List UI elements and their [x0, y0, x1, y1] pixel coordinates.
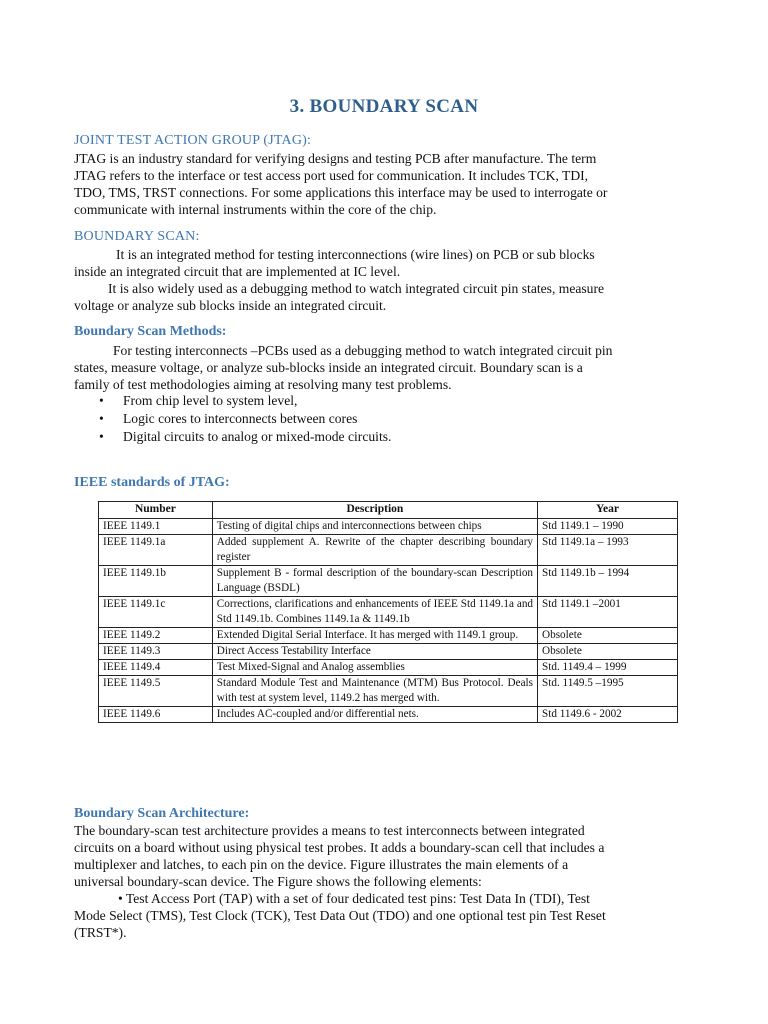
architecture-line: universal boundary-scan device. The Figure shows the following elements: [74, 874, 482, 889]
bullet-icon: • [99, 429, 104, 444]
cell-year: Std. 1149.4 – 1999 [538, 660, 678, 676]
boundary-scan-line: inside an integrated circuit that are implemented at IC level. [74, 264, 401, 279]
cell-year: Std. 1149.5 –1995 [538, 676, 678, 707]
table-row [99, 597, 678, 628]
cell-description: Includes AC-coupled and/or differential nets. [212, 707, 537, 723]
cell-year: Std 1149.1b – 1994 [538, 566, 678, 597]
architecture-paragraph [74, 822, 698, 941]
page-title: 3. BOUNDARY SCAN [289, 96, 479, 117]
methods-line: family of test methodologies aiming at resolving many test problems. [74, 377, 452, 392]
jtag-line: communicate with internal instruments within the core of the chip. [74, 202, 437, 217]
boundary-scan-line: It is also widely used as a debugging method to watch integrated circuit pin states, measure [108, 281, 605, 296]
cell-number: IEEE 1149.5 [99, 676, 213, 707]
cell-number: IEEE 1149.3 [99, 644, 213, 660]
column-header-number: Number [99, 502, 213, 519]
bullet-icon: • [99, 393, 104, 408]
architecture-line: (TRST*). [74, 925, 127, 940]
architecture-line: The boundary-scan test architecture provides a means to test interconnects between integrated [74, 823, 585, 838]
cell-year: Std 1149.1 – 1990 [538, 519, 678, 535]
cell-description: Direct Access Testability Interface [212, 644, 537, 660]
boundary-scan-line: voltage or analyze sub blocks inside an integrated circuit. [74, 298, 387, 313]
methods-line: states, measure voltage, or analyze sub-blocks inside an integrated circuit. Boundary scan is a [74, 360, 583, 375]
column-header-description: Description [212, 502, 537, 519]
table-header-row [99, 502, 678, 519]
cell-description: Testing of digital chips and interconnections between chips [212, 519, 537, 535]
ieee-standards-table [98, 501, 678, 723]
methods-heading: Boundary Scan Methods: [74, 324, 227, 339]
cell-description: Added supplement A. Rewrite of the chapter describing boundary register [212, 535, 537, 566]
column-header-year: Year [538, 502, 678, 519]
jtag-paragraph [74, 150, 698, 218]
jtag-line: JTAG is an industry standard for verifying designs and testing PCB after manufacture. The term [74, 151, 597, 166]
list-item: • From chip level to system level, [99, 393, 298, 408]
cell-year: Obsolete [538, 628, 678, 644]
cell-number: IEEE 1149.6 [99, 707, 213, 723]
boundary-scan-paragraph [74, 246, 698, 314]
table-row [99, 676, 678, 707]
boundary-scan-line: It is an integrated method for testing interconnections (wire lines) on PCB or sub blocks [116, 247, 595, 262]
methods-paragraph [74, 342, 698, 393]
jtag-line: JTAG refers to the interface or test access port used for communication. It includes TCK, TDI, [74, 168, 589, 183]
cell-year: Std 1149.6 - 2002 [538, 707, 678, 723]
cell-number: IEEE 1149.1b [99, 566, 213, 597]
architecture-line: Mode Select (TMS), Test Clock (TCK), Test Data Out (TDO) and one optional test pin Test Reset [74, 908, 606, 923]
cell-description: Standard Module Test and Maintenance (MTM) Bus Protocol. Deals with test at system level, 1149.2 has merged with. [212, 676, 537, 707]
cell-description: Extended Digital Serial Interface. It has merged with 1149.1 group. [212, 628, 537, 644]
cell-year: Std 1149.1a – 1993 [538, 535, 678, 566]
table-row [99, 660, 678, 676]
ieee-heading: IEEE standards of JTAG: [74, 475, 230, 490]
cell-year: Obsolete [538, 644, 678, 660]
table-row [99, 707, 678, 723]
cell-description: Corrections, clarifications and enhancements of IEEE Std 1149.1a and Std 1149.1b. Combines 1149.1a & 1149.1b [212, 597, 537, 628]
architecture-heading: Boundary Scan Architecture: [74, 806, 250, 821]
architecture-line: • Test Access Port (TAP) with a set of four dedicated test pins: Test Data In (TDI), Test [118, 891, 590, 906]
architecture-line: multiplexer and latches, to each pin on the device. Figure illustrates the main elements of a [74, 857, 569, 872]
cell-number: IEEE 1149.2 [99, 628, 213, 644]
cell-description: Supplement B - formal description of the boundary-scan Description Language (BSDL) [212, 566, 537, 597]
table-row [99, 628, 678, 644]
methods-line: For testing interconnects –PCBs used as a debugging method to watch integrated circuit pin [113, 343, 613, 358]
architecture-line: circuits on a board without using physical test probes. It adds a boundary-scan cell that includes a [74, 840, 605, 855]
cell-number: IEEE 1149.4 [99, 660, 213, 676]
table-row [99, 566, 678, 597]
jtag-heading: JOINT TEST ACTION GROUP (JTAG): [74, 133, 312, 148]
cell-year: Std 1149.1 –2001 [538, 597, 678, 628]
cell-description: Test Mixed-Signal and Analog assemblies [212, 660, 537, 676]
bullet-icon: • [99, 411, 104, 426]
methods-bullet-list [74, 392, 391, 446]
list-item: • Logic cores to interconnects between cores [99, 411, 358, 426]
cell-number: IEEE 1149.1c [99, 597, 213, 628]
list-item: • Digital circuits to analog or mixed-mode circuits. [99, 429, 392, 444]
table-row [99, 519, 678, 535]
table-row [99, 535, 678, 566]
jtag-line: TDO, TMS, TRST connections. For some applications this interface may be used to interrogate or [74, 185, 608, 200]
cell-number: IEEE 1149.1a [99, 535, 213, 566]
cell-number: IEEE 1149.1 [99, 519, 213, 535]
boundary-scan-heading: BOUNDARY SCAN: [74, 229, 200, 244]
table-row [99, 644, 678, 660]
